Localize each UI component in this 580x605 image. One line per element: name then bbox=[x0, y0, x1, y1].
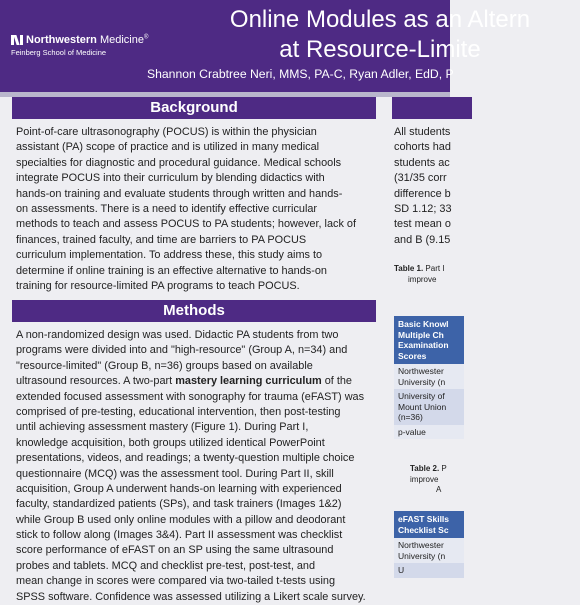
table2-header: eFAST Skills Checklist Sc bbox=[394, 511, 464, 538]
table-row: U bbox=[394, 563, 464, 578]
northwestern-medicine-logo bbox=[11, 34, 148, 57]
table1-caption: Table 1. Part I improve bbox=[394, 264, 445, 284]
background-text: Point-of-care ultrasonography (POCUS) is within the physician assistant (PA) scope of practice and is utilized in many medical specialties for diagnostic and procedural guidance. Medical schools integrate POCUS into their curriculum by blending didactics with hands-on training and evaluate students through written and hands- on assessments. There is a need to identify effective curricular methods to teach and assess POCUS to PA students; however, lack of finances, trained faculty, and time are barriers to PA POCUS curriculum implementation. To address these, this study aims to determine if online training is an effective alternative to hands-on training for resource-limited PA programs to teach POCUS. bbox=[16, 126, 357, 292]
results-heading bbox=[392, 97, 472, 119]
table1 bbox=[394, 316, 464, 439]
authors-line: Shannon Crabtree Neri, MMS, PA-C, Ryan Adler, EdD, P bbox=[147, 67, 454, 81]
table-row: Northwester University (n bbox=[394, 364, 464, 389]
table-row: Northwester University (n bbox=[394, 538, 464, 563]
results-text: All students cohorts had students ac (31/35 corr difference b SD 1.12; 33 test mean o and B (9.15 bbox=[394, 126, 452, 246]
logo-name: Northwestern Medicine® bbox=[26, 34, 149, 46]
background-heading: Background bbox=[12, 97, 376, 119]
poster-header bbox=[0, 0, 531, 92]
poster-title: Online Modules as an Altern at Resource-Limite bbox=[229, 6, 531, 63]
mastery-learning-phrase: mastery learning curriculum bbox=[175, 375, 322, 388]
methods-text: A non-randomized design was used. Didactic PA students from two programs were divided into and "high-resource" (Group A, n=34) and "resource-limited" (Group B, n=36) groups based on available ultrasound resources. A two-part mastery learning curriculum of the extended focused assessment with sonography for trauma (eFAST) was comprised of pre-testing, educational intervention, then post-testing until achieving assessment mastery (Figure 1). During Part I, knowledge acquisition, both groups utilized identical PowerPoint presentations, videos, and readings; a twenty-question multiple choice questionnaire (MCQ) was the assessment tool. During Part II, skill acquisition, Group A underwent hands-on learning with experienced faculty, standardized patients (SPs), and task trainers (Images 1&2) while Group B used only online modules with a pillow and deodorant stick to follow along (Images 3&4). Part II assessment was checklist score performance of eFAST on an SP using the same ultrasound probes and tablets. MCQ and checklist pre-test, post-test, and mean change in scores were compared via two-tailed t-tests using SPSS software. Confidence was assessed utilizing a Likert scale survey. bbox=[16, 329, 366, 603]
table-row: University of Mount Union (n=36) bbox=[394, 389, 464, 425]
table2-caption: Table 2. P improve A bbox=[410, 464, 447, 494]
table1-header: Basic Knowl Multiple Ch Examination Scores bbox=[394, 316, 464, 364]
table2 bbox=[394, 511, 464, 578]
n-logo-icon bbox=[11, 34, 23, 46]
logo-subtitle: Feinberg School of Medicine bbox=[11, 48, 107, 57]
table-row: p-value bbox=[394, 425, 464, 440]
methods-heading: Methods bbox=[12, 300, 376, 322]
